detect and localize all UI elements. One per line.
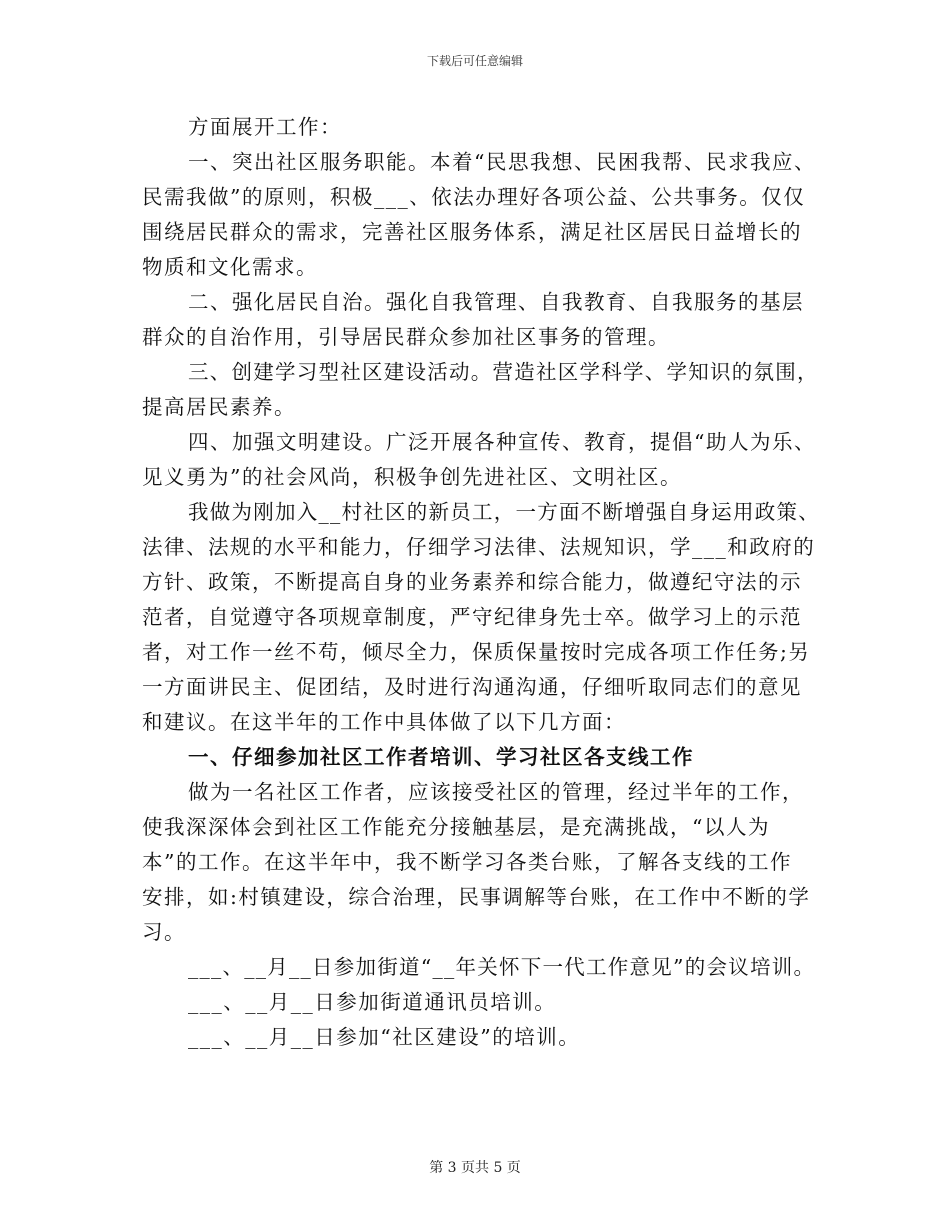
page-number: 第 3 页共 5 页 xyxy=(429,1160,521,1176)
text-line: 一、突出社区服务职能。本着“民思我想、民困我帮、民求我应、 xyxy=(188,150,816,174)
text-line: ___、__月__日参加街道通讯员培训。 xyxy=(188,990,557,1014)
text-line: 民需我做”的原则，积极___、依法办理好各项公益、公共事务。仅仅 xyxy=(142,185,806,209)
text-line: ___、__月__日参加街道“__年关怀下一代工作意见”的会议培训。 xyxy=(188,955,816,979)
text-line: 和建议。在这半年的工作中具体做了以下几方面： xyxy=(142,710,626,734)
document-body xyxy=(142,110,822,1055)
section-heading: 一、仔细参加社区工作者培训、学习社区各支线工作 xyxy=(188,745,694,769)
text-line: 做为一名社区工作者，应该接受社区的管理，经过半年的工作， xyxy=(188,780,804,804)
text-line: 物质和文化需求。 xyxy=(142,255,318,279)
text-line: 见义勇为”的社会风尚，积极争创先进社区、文明社区。 xyxy=(142,465,682,489)
text-line: 一方面讲民主、促团结，及时进行沟通沟通，仔细听取同志们的意见 xyxy=(142,675,802,699)
text-line: 本”的工作。在这半年中，我不断学习各类台账，了解各支线的工作 xyxy=(142,850,792,874)
text-line: ___、__月__日参加“社区建设”的培训。 xyxy=(188,1025,581,1049)
text-line: 习。 xyxy=(142,920,186,944)
text-line: 者，对工作一丝不苟，倾尽全力，保质保量按时完成各项工作任务;另 xyxy=(142,640,811,664)
text-line: 使我深深体会到社区工作能充分接触基层，是充满挑战，“以人为 xyxy=(142,815,770,839)
text-line: 我做为刚加入__村社区的新员工，一方面不断增强自身运用政策、 xyxy=(188,500,820,524)
text-line: 范者，自觉遵守各项规章制度，严守纪律身先士卒。做学习上的示范 xyxy=(142,605,802,629)
text-line: 法律、法规的水平和能力，仔细学习法律、法规知识，学___和政府的 xyxy=(142,535,816,559)
text-line: 方针、政策，不断提高自身的业务素养和综合能力，做遵纪守法的示 xyxy=(142,570,802,594)
page-header: 下载后可任意编辑 xyxy=(426,54,523,68)
text-line: 群众的自治作用，引导居民群众参加社区事务的管理。 xyxy=(142,325,670,349)
text-line: 方面展开工作： xyxy=(188,115,342,139)
text-line: 二、强化居民自治。强化自我管理、自我教育、自我服务的基层 xyxy=(188,290,804,314)
text-line: 四、加强文明建设。广泛开展各种宣传、教育，提倡“助人为乐、 xyxy=(188,430,816,454)
text-line: 提高居民素养。 xyxy=(142,395,296,419)
text-line: 围绕居民群众的需求，完善社区服务体系，满足社区居民日益增长的 xyxy=(142,220,802,244)
text-line: 三、创建学习型社区建设活动。营造社区学科学、学知识的氛围， xyxy=(188,360,819,384)
text-line: 安排，如:村镇建设，综合治理，民事调解等台账，在工作中不断的学 xyxy=(142,885,811,909)
